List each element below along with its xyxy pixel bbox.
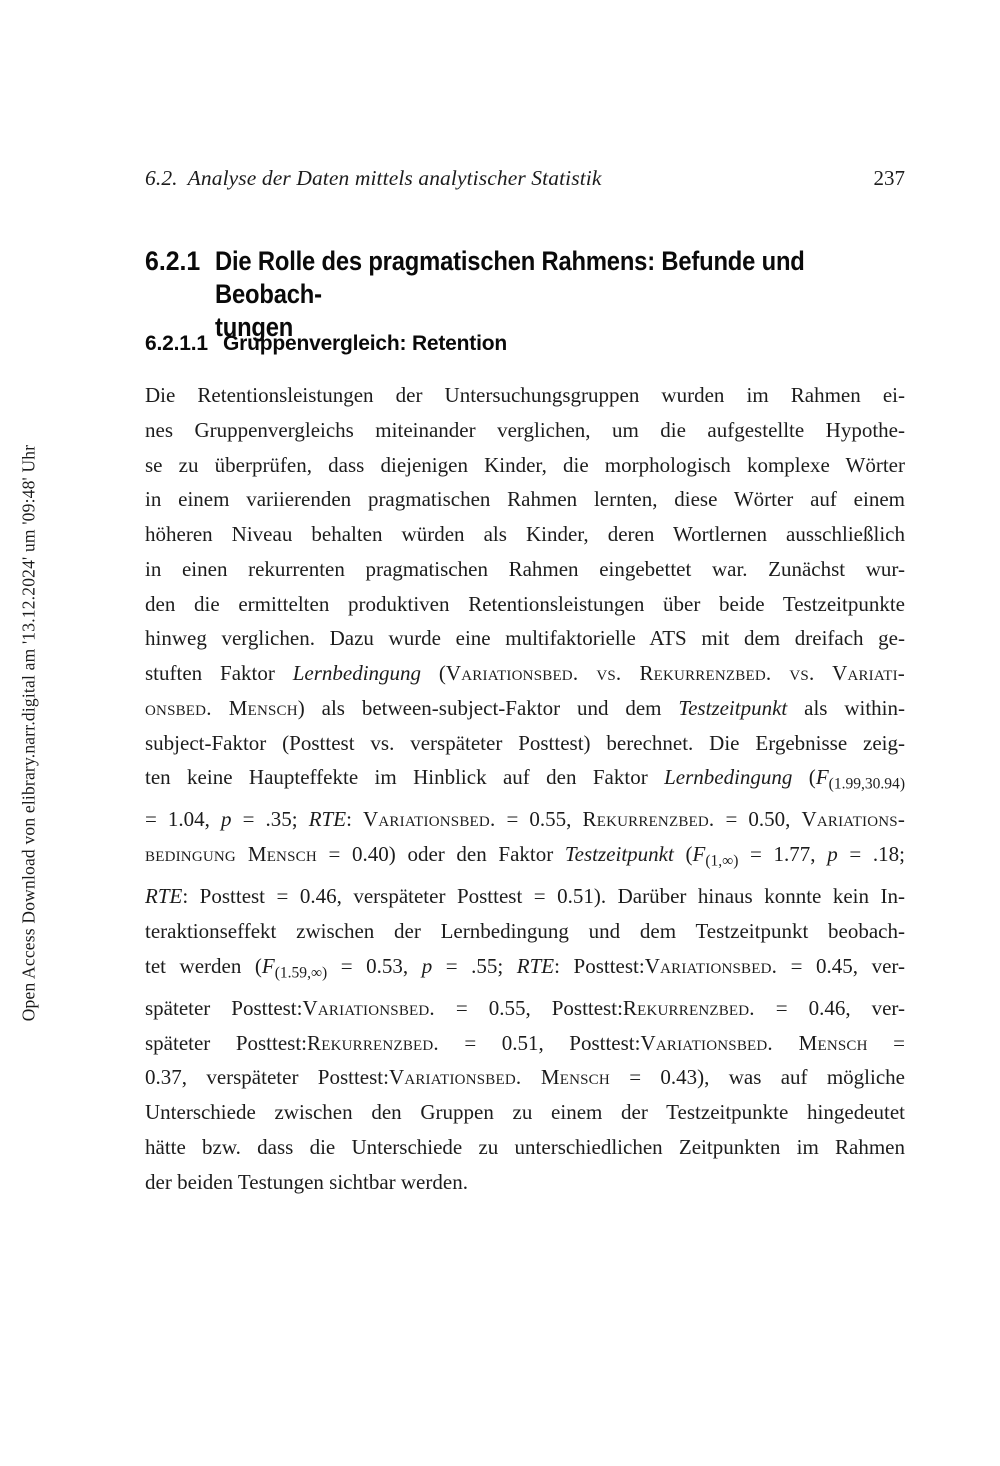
section-title-line: tungen [215,312,294,342]
body-line [145,1130,905,1165]
text-run: nes Gruppenvergleichs miteinander verglichen, um die aufgestellte Hypothe- [145,417,905,442]
text-run: stuften Faktor [145,661,293,685]
body-line [145,587,905,622]
text-run: der beiden Testungen sichtbar werden. [145,1169,468,1194]
running-header [145,166,905,191]
text-run: Unterschiede zwischen den Gruppen zu einem der Testzeitpunkte hingedeutet [145,1100,905,1125]
text-run: tet werden ( [145,953,262,978]
text-run: in einen rekurrenten pragmatischen Rahmen eingebettet war. Zunächst wur- [145,556,905,581]
text-run: : [346,807,364,832]
body-line [145,1095,905,1130]
section-title-line: Die Rolle des pragmatischen Rahmens: Befunde und Beobach- [215,246,805,309]
text-run: subject-Faktor (Posttest vs. verspäteter Posttest) berechnet. Die Ergebnisse zeig- [145,730,905,755]
body-line [145,691,905,726]
smallcaps-run: Rekurrenzbed. [622,995,755,1020]
smallcaps-run: Rekurrenzbed. [307,1030,439,1055]
text-run: ( [421,661,446,685]
text-run: = 0.40) oder den Faktor [316,842,565,867]
italic-run: p [421,953,433,978]
smallcaps-run: Variationsbed. Mensch [388,1065,610,1090]
italic-run: Lernbedingung [292,661,422,685]
text-run: in einem variierenden pragmatischen Rahmen lernten, diese Wörter auf einem [145,487,905,512]
text-run: = .18; [837,842,905,867]
italic-run: Testzeitpunkt [564,842,674,867]
italic-run: F [815,765,829,790]
body-line [145,448,905,483]
text-run: 0.37, verspäteter Posttest: [145,1065,389,1090]
italic-run: F [261,953,275,978]
text-run: = [867,1030,906,1055]
body-line [145,760,905,802]
body-line [145,378,905,413]
subsection-number: 6.2.1.1 [145,332,208,355]
text-run: hätte bzw. dass die Unterschiede zu unterschiedlichen Zeitpunkten im Rahmen [145,1134,905,1159]
section-title [215,245,910,344]
smallcaps-run: onsbed. Mensch [145,695,298,720]
text-run: = 0.51, Posttest: [438,1030,641,1055]
smallcaps-run: Variations- [801,807,906,832]
text-run: : Posttest = 0.46, verspäteter Posttest = 0.51). Darüber hinaus konnte kein In- [182,884,905,909]
text-run: = 0.55, Posttest: [434,995,623,1020]
text-run: = 0.50, [714,807,802,832]
body-line [145,837,905,879]
text-run: späteter Posttest: [145,1030,308,1055]
text-run: den die ermittelten produktiven Retentionsleistungen über beide Testzeitpunkte [145,591,905,616]
italic-run: RTE [145,884,183,909]
body-line [145,726,905,761]
body-text [145,378,905,1199]
italic-run: p [221,807,232,832]
text-run: teraktionseffekt zwischen der Lernbedingung und dem Testzeitpunkt beobach- [145,918,905,943]
text-run: ) als between-subject-Faktor und dem [297,695,679,720]
smallcaps-run: Variationsbed. [302,995,435,1020]
body-line [145,949,905,991]
text-run: = 0.45, ver- [777,953,905,978]
text-run: späteter Posttest: [145,995,303,1020]
text-run: ( [792,765,816,790]
subscript-run: (1,∞) [705,852,739,870]
body-line [145,413,905,448]
text-run: = .35; [231,807,309,832]
text-run: Die Retentionsleistungen der Untersuchungsgruppen wurden im Rahmen ei- [145,383,905,407]
subscript-run: (1.99,30.94) [828,775,905,793]
body-line [145,517,905,552]
text-run: : Posttest: [554,953,645,978]
smallcaps-run: Variationsbed. Mensch [640,1030,868,1055]
text-run: = 1.77, [738,842,828,867]
text-run: = 1.04, [145,807,222,832]
italic-run: F [692,842,706,867]
text-run: = 0.53, [327,953,422,978]
text-run: ( [673,842,693,867]
page-number: 237 [873,166,905,190]
body-line [145,879,905,914]
body-line [145,482,905,517]
text-run: = 0.46, ver- [754,995,905,1020]
text-run: hinweg verglichen. Dazu wurde eine multifaktorielle ATS mit dem dreifach ge- [145,626,905,651]
text-run: = .55; [432,953,517,978]
italic-run: Lernbedingung [664,765,793,790]
subscript-run: (1.59,∞) [274,964,328,982]
text-run: = 0.55, [495,807,583,832]
italic-run: Testzeitpunkt [678,695,788,720]
section-number: 6.2.1 [145,246,201,276]
body-line [145,1060,905,1095]
running-header-title: Analyse der Daten mittels analytischer Statistik [187,166,602,190]
body-line [145,991,905,1026]
text-run: se zu überprüfen, dass diejenigen Kinder, die morphologisch komplexe Wörter [145,452,905,477]
watermark-text: Open Access Download von elibrary.narr.digital am '13.12.2024' um '09:48' Uhr [18,444,39,1022]
smallcaps-run: Variationsbed. vs. Rekurrenzbed. vs. Variati- [445,661,905,685]
smallcaps-run: Variationsbed. [363,807,496,832]
text-run: als within- [787,695,905,720]
body-line [145,1165,905,1200]
smallcaps-run: Variationsbed. [644,953,778,978]
italic-run: p [827,842,838,867]
italic-run: RTE [308,807,347,832]
smallcaps-run: bedingung Mensch [145,842,317,867]
running-header-chapter [145,166,601,191]
body-line [145,914,905,949]
text-run: ten keine Haupteffekte im Hinblick auf den Faktor [145,765,665,790]
smallcaps-run: Rekurrenzbed. [582,807,715,832]
italic-run: RTE [516,953,555,978]
body-line [145,552,905,587]
body-line [145,621,905,656]
text-run: = 0.43), was auf mögliche [609,1065,905,1090]
body-line [145,802,905,837]
running-header-section-number: 6.2. [145,166,178,190]
body-line [145,656,905,691]
body-line [145,1026,905,1061]
subsection-title: Gruppenvergleich: Retention [223,332,507,355]
text-run: höheren Niveau behalten würden als Kinder, deren Wortlernen ausschließlich [145,522,905,546]
